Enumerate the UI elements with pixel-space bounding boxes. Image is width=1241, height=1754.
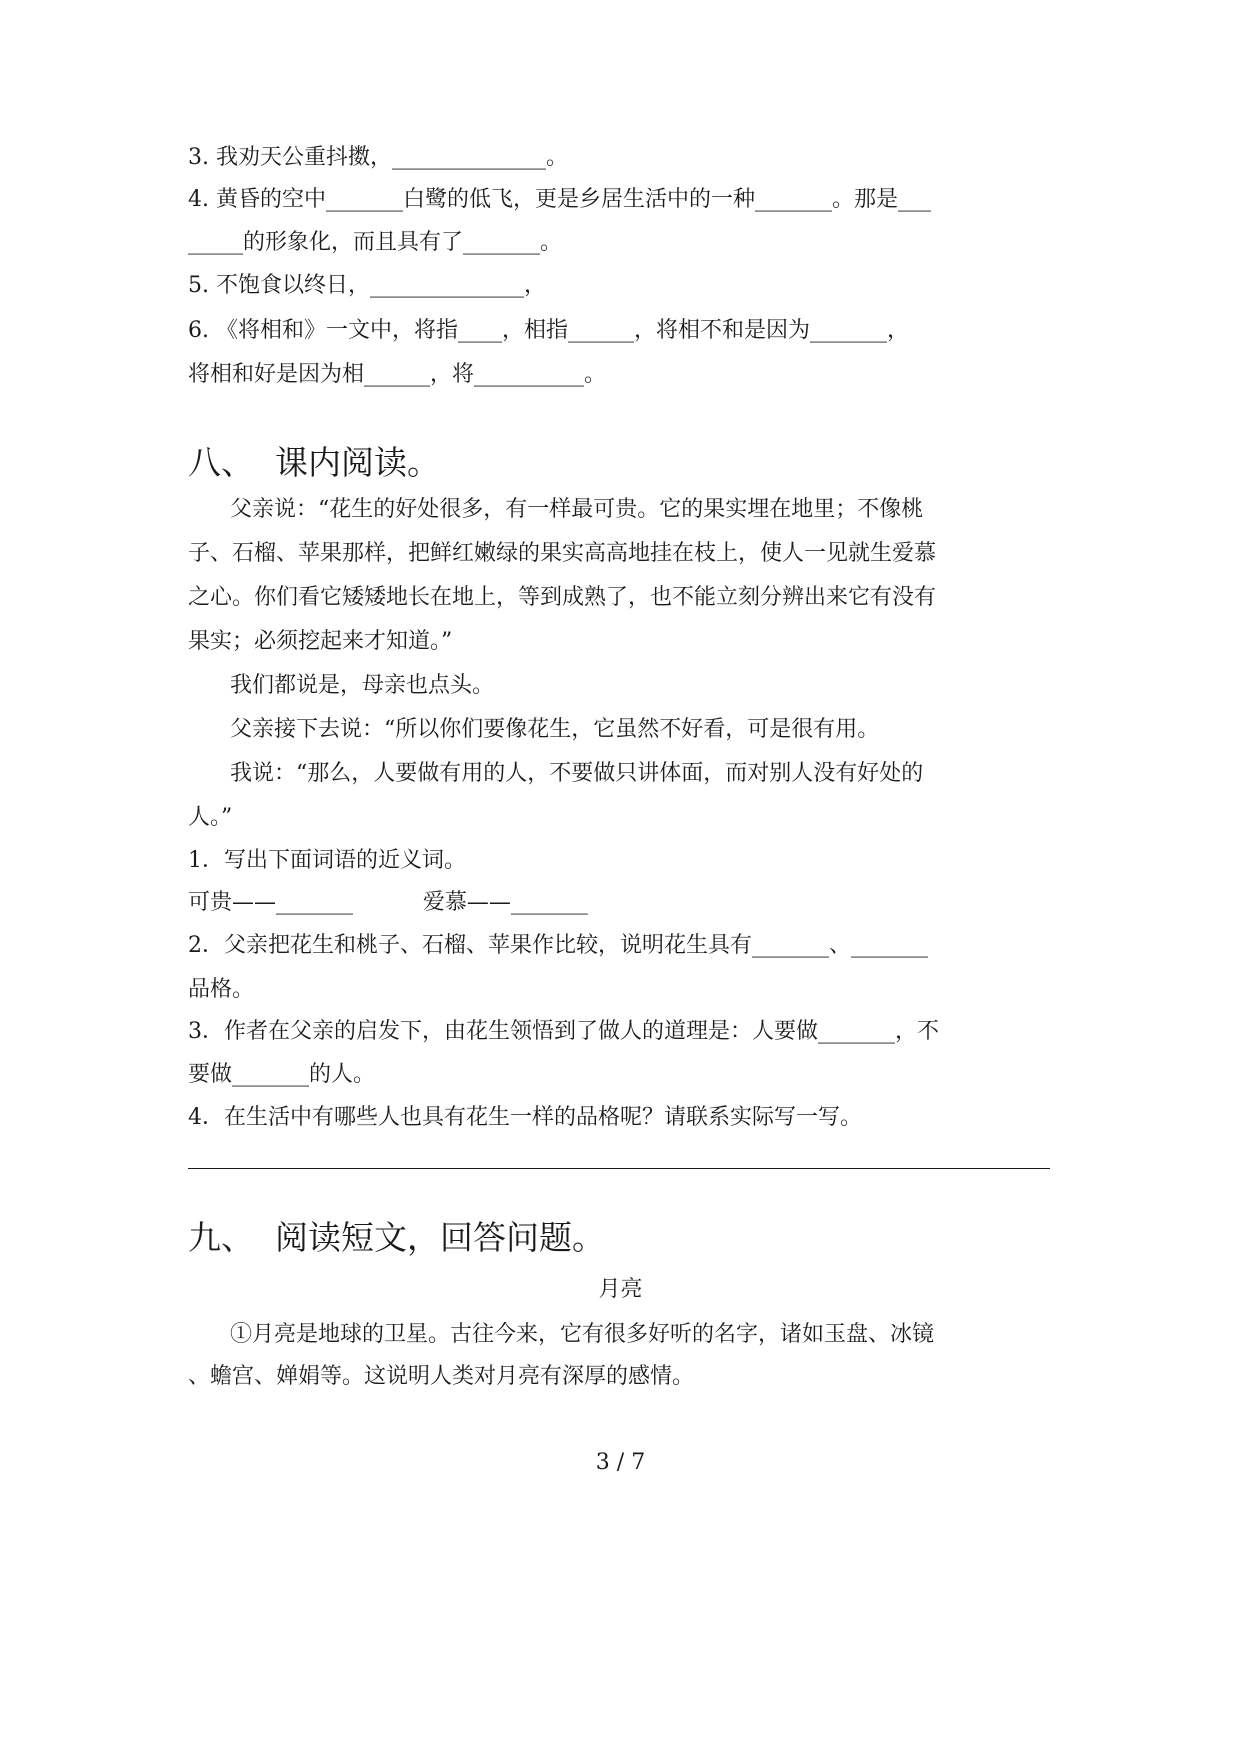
- passage-title: 月亮: [598, 1277, 643, 1302]
- fill-blank-line: 4. 黄昏的空中_______白鹭的低飞，更是乡居生活中的一种_______。那是___: [188, 187, 931, 212]
- section-9-heading: 九、 阅读短文，回答问题。: [188, 1218, 605, 1257]
- question-line: 2．父亲把花生和桃子、石榴、苹果作比较，说明花生具有_______、_______: [188, 933, 928, 958]
- question-line: 4．在生活中有哪些人也具有花生一样的品格呢？请联系实际写一写。: [188, 1105, 862, 1130]
- fill-blank-line: _____的形象化，而且具有了_______。: [188, 230, 563, 255]
- fill-blank-line: 5. 不饱食以终日，______________，: [188, 273, 546, 298]
- passage-line: ①月亮是地球的卫星。古往今来，它有很多好听的名字，诸如玉盘、冰镜: [230, 1322, 935, 1347]
- passage-line: 我们都说是，母亲也点头。: [230, 673, 495, 698]
- question-line: 3．作者在父亲的启发下，由花生领悟到了做人的道理是：人要做_______，不: [188, 1019, 939, 1044]
- passage-line: 之心。你们看它矮矮地长在地上，等到成熟了，也不能立刻分辨出来它有没有: [188, 585, 937, 610]
- passage-line: 父亲接下去说：“所以你们要像花生，它虽然不好看，可是很有用。: [230, 717, 880, 742]
- passage-line: 父亲说：“花生的好处很多，有一样最可贵。它的果实埋在地里；不像桃: [230, 497, 924, 522]
- question-line: 1．写出下面词语的近义词。: [188, 848, 466, 873]
- fill-blank-line: 3. 我劝天公重抖擞，______________。: [188, 145, 568, 170]
- passage-line: 子、石榴、苹果那样，把鲜红嫩绿的果实高高地挂在枝上，使人一见就生爱慕: [188, 541, 937, 566]
- question-line: 品格。: [188, 977, 255, 1002]
- passage-line: 果实；必须挖起来才知道。”: [188, 629, 453, 654]
- section-8-heading: 八、 课内阅读。: [188, 443, 440, 482]
- question-line: 要做_______的人。: [188, 1062, 376, 1087]
- answer-line: [188, 1168, 1050, 1169]
- passage-line: 我说：“那么，人要做有用的人，不要做只讲体面，而对别人没有好处的: [230, 761, 924, 786]
- fill-blank-line: 6. 《将相和》一文中，将指____，相指______，将相不和是因为_______，: [188, 318, 909, 343]
- fill-blank-line: 将相和好是因为相______，将__________。: [188, 362, 607, 387]
- passage-line: 、蟾宫、婵娟等。这说明人类对月亮有深厚的感情。: [188, 1364, 695, 1389]
- passage-line: 人。”: [188, 805, 233, 830]
- page-number: 3 / 7: [595, 1450, 646, 1475]
- question-line: 可贵——_______ 爱慕——_______: [188, 890, 588, 915]
